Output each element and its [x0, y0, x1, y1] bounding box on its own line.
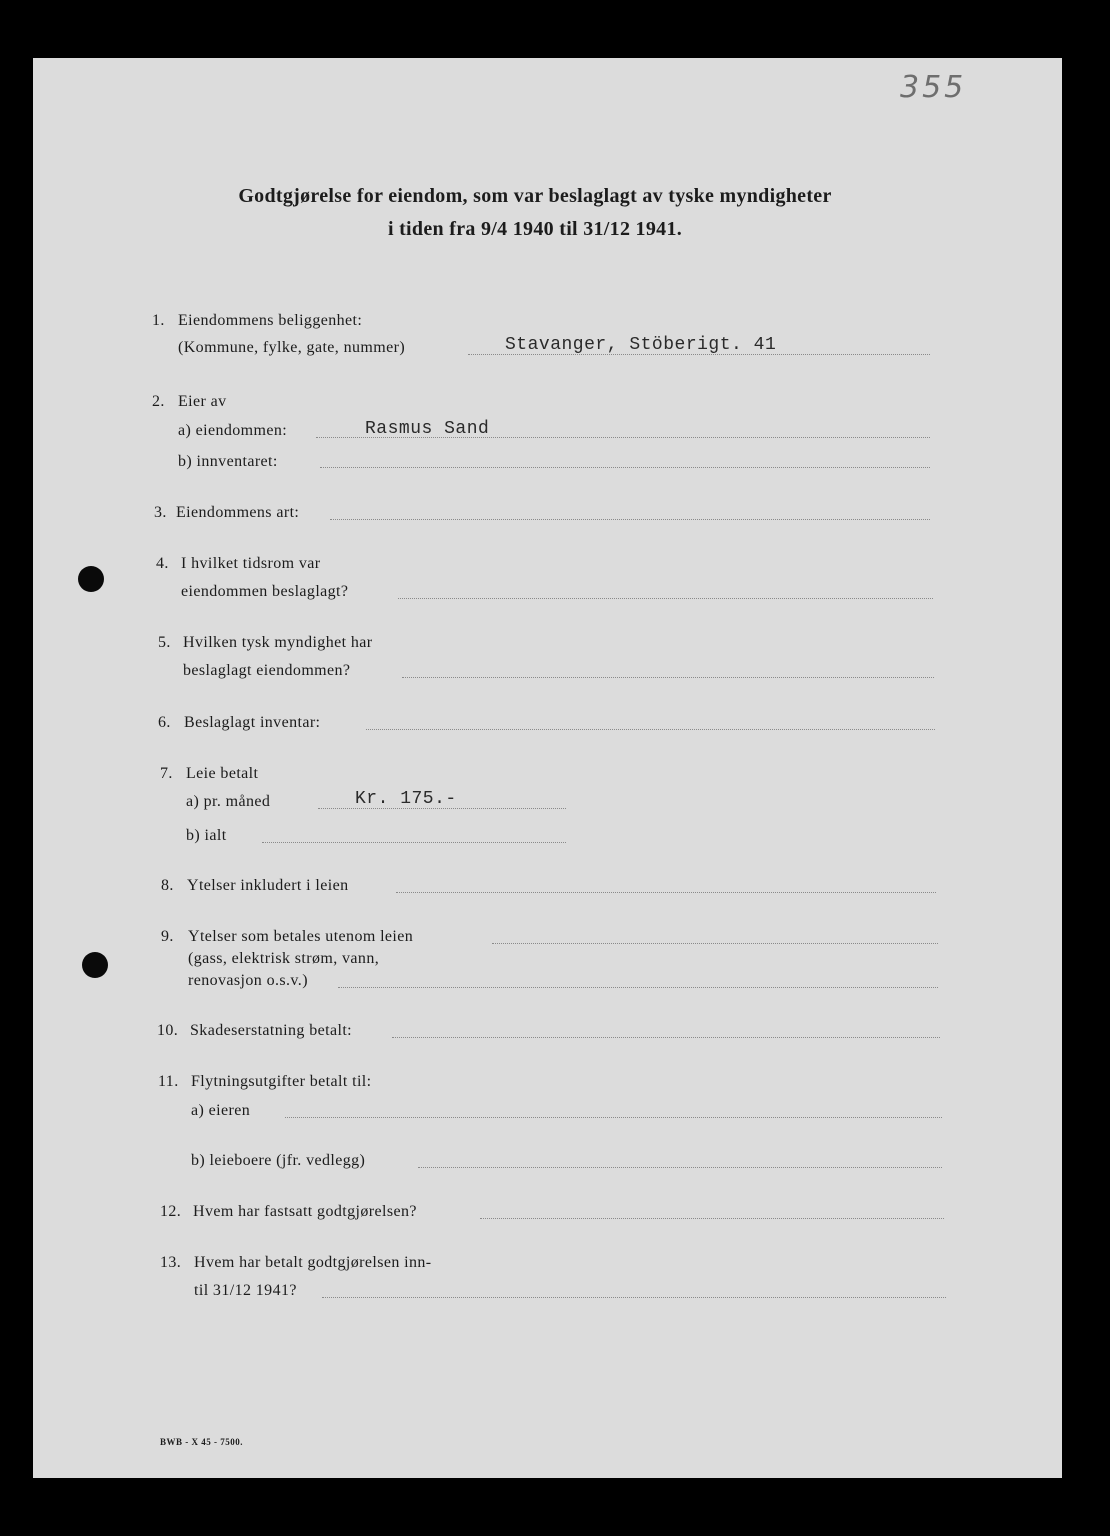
fill-line [398, 598, 933, 599]
item-number: 2. [152, 393, 165, 410]
item-number: 13. [160, 1254, 182, 1271]
page-number: 355 [900, 70, 967, 105]
fill-line [492, 943, 938, 944]
form-title-line2: i tiden fra 9/4 1940 til 31/12 1941. [387, 218, 683, 240]
item-2a-value: Rasmus Sand [365, 419, 490, 439]
item-10-label: Skadeserstatning betalt: [190, 1022, 353, 1039]
item-number: 12. [160, 1203, 182, 1220]
item-number: 1. [152, 312, 165, 329]
fill-line [366, 729, 935, 730]
item-1-value: Stavanger, Stöberigt. 41 [505, 335, 777, 355]
printer-mark: BWB - X 45 - 7500. [160, 1437, 243, 1447]
fill-line [330, 519, 930, 520]
item-4-sublabel: eiendommen beslaglagt? [181, 583, 349, 600]
fill-line [480, 1218, 944, 1219]
form-title-line1: Godtgjørelse for eiendom, som var beslaglagt av tyske myndigheter [238, 185, 832, 207]
item-7-label: Leie betalt [186, 765, 259, 782]
item-number: 3. [154, 504, 167, 521]
fill-line [338, 987, 938, 988]
item-number: 9. [161, 928, 174, 945]
fill-line [402, 677, 934, 678]
item-7a-label: a) pr. måned [186, 793, 271, 810]
item-9-sublabel: (gass, elektrisk strøm, vann, [188, 950, 380, 967]
fill-line [322, 1297, 946, 1298]
item-7a-value: Kr. 175.- [355, 789, 457, 809]
item-6-label: Beslaglagt inventar: [184, 714, 321, 731]
item-13-sublabel: til 31/12 1941? [194, 1282, 297, 1299]
item-1-sublabel: (Kommune, fylke, gate, nummer) [178, 339, 406, 356]
fill-line [320, 467, 930, 468]
punch-hole [78, 566, 104, 592]
item-5-label: Hvilken tysk myndighet har [183, 634, 373, 651]
item-number: 10. [157, 1022, 179, 1039]
item-number: 8. [161, 877, 174, 894]
item-number: 7. [160, 765, 173, 782]
fill-line [262, 842, 566, 843]
item-number: 6. [158, 714, 171, 731]
item-4-label: I hvilket tidsrom var [181, 555, 321, 572]
fill-line [392, 1037, 940, 1038]
fill-line [285, 1117, 942, 1118]
item-11a-label: a) eieren [191, 1102, 251, 1119]
item-2-label: Eier av [178, 393, 227, 410]
item-2a-label: a) eiendommen: [178, 422, 288, 439]
item-8-label: Ytelser inkludert i leien [187, 877, 349, 894]
item-5-sublabel: beslaglagt eiendommen? [183, 662, 351, 679]
item-number: 4. [156, 555, 169, 572]
item-9-label: Ytelser som betales utenom leien [188, 928, 414, 945]
item-11-label: Flytningsutgifter betalt til: [191, 1073, 372, 1090]
item-11b-label: b) leieboere (jfr. vedlegg) [191, 1152, 366, 1169]
punch-hole [82, 952, 108, 978]
item-7b-label: b) ialt [186, 827, 227, 844]
item-9-sublabel: renovasjon o.s.v.) [188, 972, 308, 989]
item-2b-label: b) innventaret: [178, 453, 278, 470]
fill-line [396, 892, 936, 893]
item-12-label: Hvem har fastsatt godtgjørelsen? [193, 1203, 417, 1220]
item-13-label: Hvem har betalt godtgjørelsen inn- [194, 1254, 432, 1271]
item-1-label: Eiendommens beliggenhet: [178, 312, 363, 329]
item-3-label: Eiendommens art: [176, 504, 300, 521]
item-number: 11. [158, 1073, 179, 1090]
fill-line [418, 1167, 942, 1168]
item-number: 5. [158, 634, 171, 651]
